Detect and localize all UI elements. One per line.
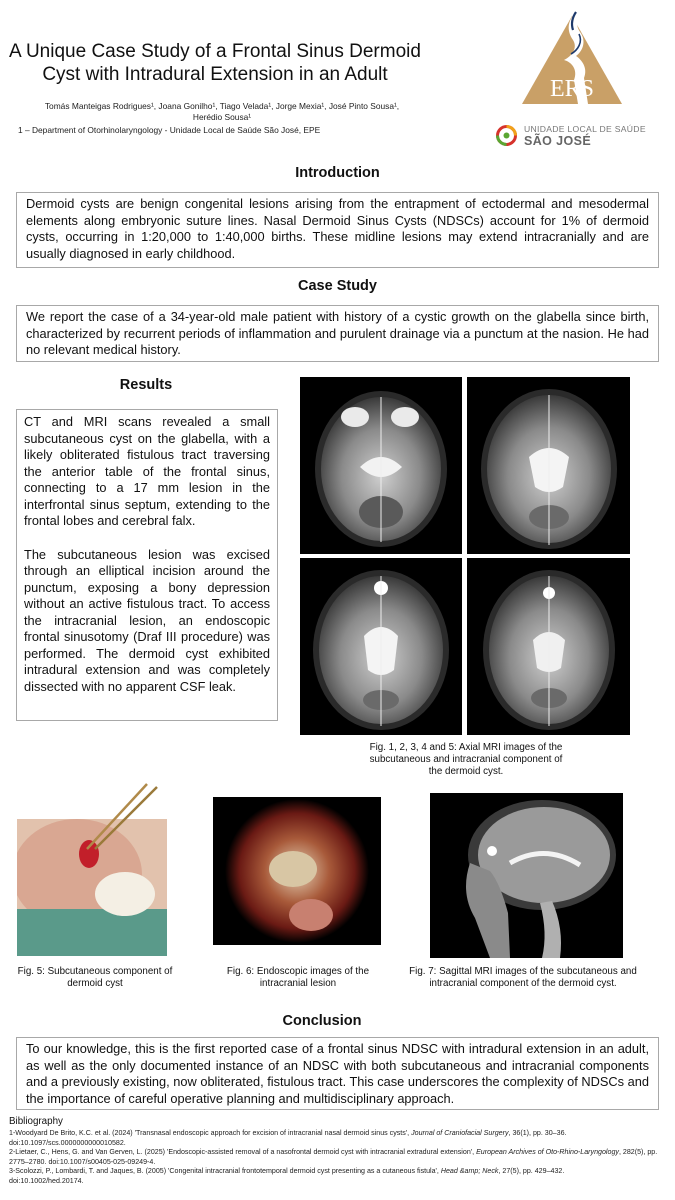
poster-title: A Unique Case Study of a Frontal Sinus Dermoid Cyst with Intradural Extension in an Adult <box>9 41 421 85</box>
author-list <box>0 101 444 123</box>
reference-1-doi: doi:10.1097/scs.0000000000010582. <box>9 1138 126 1147</box>
reference-2-journal: European Archives of Oto-Rhino-Laryngology <box>476 1148 619 1157</box>
results-heading: Results <box>119 377 173 393</box>
caption-fig-6: Fig. 6: Endoscopic images of the intracranial lesion <box>226 966 370 990</box>
uls-logo <box>496 122 646 150</box>
axial-mri-image-4 <box>467 558 630 735</box>
reference-3-text: 3-Scolozzi, P., Lombardi, T. and Jaques, B. (2005) 'Congenital intracranial frontotemporal dermoid cyst presenting as a cutaneous fistula', <box>9 1167 441 1176</box>
reference-1 <box>9 1129 669 1148</box>
reference-2-text: 2-Lietaer, C., Hens, G. and Van Gerven, L. (2025) 'Endoscopic-assisted removal of a nasofrontal dermoid cyst with intracranial extradural extension', <box>9 1148 477 1157</box>
caption-axial-mri: Fig. 1, 2, 3, 4 and 5: Axial MRI images of the subcutaneous and intracranial component of the dermoid cyst. <box>369 742 563 778</box>
reference-1-text: 1-Woodyard De Brito, K.C. et al. (2024) 'Transnasal endoscopic approach for excision of intracranial nasal dermoid sinus cysts', <box>9 1129 412 1137</box>
uls-logo-line-1: UNIDADE LOCAL DE SAÚDE <box>524 124 646 134</box>
reference-1-details: , 36(1), pp. 30–36. <box>508 1129 567 1137</box>
department-affiliation: 1 – Department of Otorhinolaryngology - Unidade Local de Saúde São José, EPE <box>18 125 321 135</box>
endoscopic-image <box>213 797 381 945</box>
case-study-text: We report the case of a 34-year-old male patient with history of a cystic growth on the glabella since birth, characterized by recurrent periods of inflammation and purulent drainage via a punctum at the nasion. He had no relevant medical history. <box>16 305 659 362</box>
reference-3-journal: Head &amp; Neck <box>440 1167 499 1176</box>
author-list-line-2: Herédio Sousa¹ <box>192 112 252 122</box>
bibliography-list <box>9 1129 669 1187</box>
uls-logo-line-2: SÃO JOSÉ <box>524 134 592 148</box>
reference-2-details: , 282(5), pp. 2775–2780. doi:10.1007/s00405-025-09249-4. <box>9 1148 658 1166</box>
conclusion-heading: Conclusion <box>282 1013 362 1029</box>
results-paragraph-2: The subcutaneous lesion was excised through an elliptical incision around the punctum, exposing a bony depression without an active fistulous tract. To access the intracranial lesion, an endoscopic frontal sinusotomy (Draf III procedure) was performed. The dermoid cyst exhibited intradural extension and was completely dissected with no apparent CSF leak. <box>24 546 270 694</box>
axial-mri-image-3 <box>300 558 462 735</box>
uls-logo-mark <box>496 125 517 146</box>
subcutaneous-surgery-photo <box>17 779 167 956</box>
results-paragraph-1: CT and MRI scans revealed a small subcutaneous cyst on the glabella, with a likely obliterated fistulous tract traversing the anterior table of the frontal sinus, connecting to a 17 mm lesion in the interfrontal sinus septum, extending to the frontal lobes and cerebral falx. <box>24 414 270 528</box>
ers-logo-text: ERS <box>549 76 595 102</box>
introduction-text: Dermoid cysts are benign congenital lesions arising from the entrapment of ectodermal and mesodermal elements along embryonic suture lines. Nasal Dermoid Sinus Cysts (NDSCs) account for 1% of dermoid cysts, occurring in 1:20,000 to 1:40,000 births. These midline lesions may extend intracranially and are usually diagnosed in early childhood. <box>16 192 659 268</box>
reference-3 <box>9 1167 669 1186</box>
reference-2 <box>9 1148 669 1167</box>
sagittal-mri-image <box>430 793 623 958</box>
case-study-heading: Case Study <box>298 278 377 294</box>
axial-mri-image-1 <box>300 377 462 554</box>
introduction-heading: Introduction <box>295 165 380 181</box>
ers-logo <box>516 10 628 110</box>
caption-fig-7: Fig. 7: Sagittal MRI images of the subcutaneous and intracranial component of the dermoid cyst. <box>409 966 637 990</box>
reference-3-details: , 27(5), pp. 429–432. <box>498 1167 565 1176</box>
results-text <box>16 409 278 721</box>
caption-fig-5: Fig. 5: Subcutaneous component of dermoid cyst <box>17 966 173 990</box>
reference-1-journal: Journal of Craniofacial Surgery <box>411 1129 509 1137</box>
axial-mri-image-2 <box>467 377 630 554</box>
author-list-line-1: Tomás Manteigas Rodrigues¹, Joana Gonilho¹, Tiago Velada¹, Jorge Mexia¹, José Pinto Sousa¹, <box>44 101 400 111</box>
bibliography-heading: Bibliography <box>9 1116 63 1127</box>
conclusion-text: To our knowledge, this is the first reported case of a frontal sinus NDSC with intradural extension in an adult, as well as the only documented instance of an NDSC with both subcutaneous and intracranial components and a previously existing, now obliterated, fistulous tract. This case underscores the complexity of NDSCs and the importance of careful operative planning and multidisciplinary approach. <box>16 1037 659 1110</box>
reference-3-doi: doi:10.1002/hed.20174. <box>9 1176 84 1185</box>
